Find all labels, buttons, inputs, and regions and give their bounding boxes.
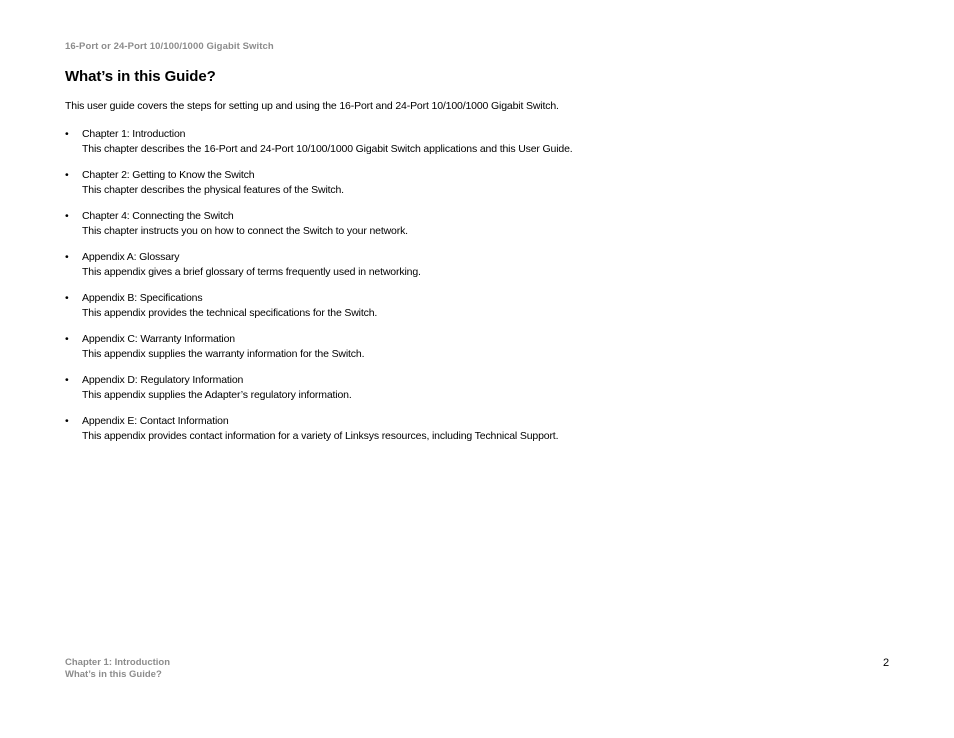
footer-chapter: Chapter 1: Introduction — [65, 657, 171, 668]
entry-description: This appendix provides contact information for a variety of Linksys resources, including Technical Support. — [82, 429, 559, 442]
entry-description: This chapter describes the 16-Port and 24-Port 10/100/1000 Gigabit Switch applications and this User Guide. — [82, 142, 573, 155]
list-item — [65, 168, 573, 209]
list-item — [65, 414, 573, 455]
intro-paragraph: This user guide covers the steps for setting up and using the 16-Port and 24-Port 10/100/1000 Gigabit Switch. — [65, 100, 559, 112]
bullet: • — [65, 292, 69, 304]
entry-title: Appendix D: Regulatory Information — [82, 374, 244, 386]
list-item — [65, 332, 573, 373]
page-title: What’s in this Guide? — [65, 68, 216, 85]
footer-section: What’s in this Guide? — [65, 669, 162, 680]
running-header: 16-Port or 24-Port 10/100/1000 Gigabit Switch — [65, 41, 274, 52]
entry-title: Chapter 4: Connecting the Switch — [82, 210, 234, 222]
bullet: • — [65, 374, 69, 386]
list-item — [65, 250, 573, 291]
entry-title: Appendix B: Specifications — [82, 292, 203, 304]
entry-title: Appendix A: Glossary — [82, 251, 180, 263]
entry-title: Appendix C: Warranty Information — [82, 333, 235, 345]
bullet: • — [65, 415, 69, 427]
page-number: 2 — [883, 657, 890, 669]
bullet: • — [65, 333, 69, 345]
chapter-list — [65, 127, 573, 455]
list-item — [65, 373, 573, 414]
entry-description: This appendix supplies the Adapter’s regulatory information. — [82, 388, 352, 401]
entry-description: This chapter instructs you on how to connect the Switch to your network. — [82, 224, 408, 237]
entry-description: This appendix gives a brief glossary of terms frequently used in networking. — [82, 265, 421, 278]
entry-title: Chapter 2: Getting to Know the Switch — [82, 169, 255, 181]
entry-title: Appendix E: Contact Information — [82, 415, 229, 427]
entry-description: This appendix provides the technical specifications for the Switch. — [82, 306, 378, 319]
bullet: • — [65, 128, 69, 140]
bullet: • — [65, 210, 69, 222]
list-item — [65, 127, 573, 168]
entry-description: This appendix supplies the warranty information for the Switch. — [82, 347, 365, 360]
list-item — [65, 209, 573, 250]
bullet: • — [65, 251, 69, 263]
list-item — [65, 291, 573, 332]
bullet: • — [65, 169, 69, 181]
entry-title: Chapter 1: Introduction — [82, 128, 186, 140]
entry-description: This chapter describes the physical features of the Switch. — [82, 183, 344, 196]
